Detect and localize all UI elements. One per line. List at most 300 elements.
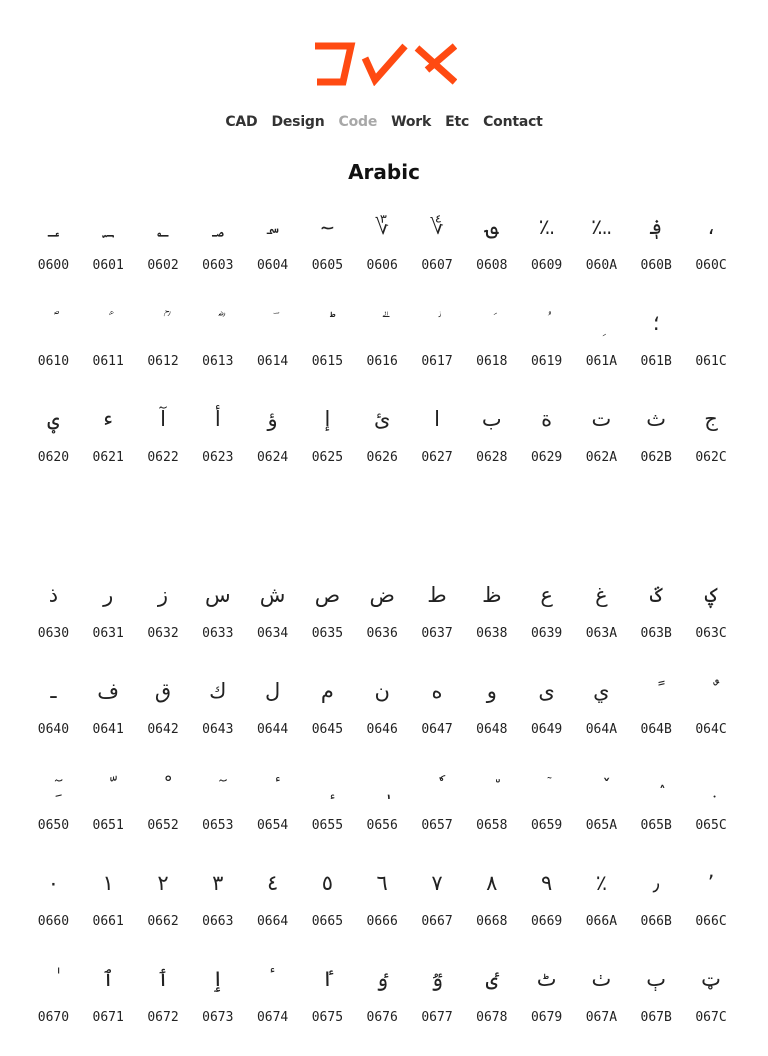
glyph-codepoint: 0628 (476, 450, 508, 465)
glyph-char: ؛ (652, 310, 660, 335)
glyph-cell (245, 208, 301, 278)
glyph-char (25, 304, 81, 342)
glyph-codepoint: 0666 (366, 914, 398, 929)
glyph-codepoint: 0631 (92, 626, 124, 641)
glyph-codepoint: 0629 (530, 450, 563, 465)
glyph-char: ك (209, 678, 227, 703)
glyph-char: ع (540, 582, 553, 607)
glyph-codepoint: 0639 (530, 626, 563, 641)
glyph-cell (299, 208, 355, 278)
glyph-cell (409, 864, 465, 934)
glyph-cell (80, 960, 136, 1030)
glyph-codepoint: 0649 (530, 722, 563, 737)
glyph-codepoint: 062A (585, 450, 618, 465)
glyph-char: ؄ (266, 214, 279, 239)
glyph-cell (245, 768, 301, 838)
glyph-cell (573, 960, 629, 1030)
glyph-char: ة (541, 406, 553, 431)
glyph-char: ؊ (591, 214, 612, 239)
glyph-codepoint: 0652 (147, 818, 179, 833)
glyph-char: ذ (48, 582, 59, 607)
glyph-cell (25, 400, 81, 470)
glyph-cell (683, 960, 739, 1030)
glyph-char: ٴ (269, 966, 276, 991)
glyph-char: ٦ (376, 870, 388, 895)
glyph-cell (190, 304, 246, 374)
glyph-cell (190, 960, 246, 1030)
glyph-char: ٷ (430, 966, 444, 991)
glyph-codepoint: 0637 (421, 626, 453, 641)
glyph-cell (25, 304, 81, 374)
glyph-codepoint: 067C (695, 1010, 727, 1025)
glyph-cell (135, 672, 191, 742)
glyph-char: ٢ (157, 870, 169, 895)
logo-icon[interactable] (313, 40, 457, 86)
glyph-cell (354, 864, 410, 934)
glyph-codepoint: 0668 (476, 914, 508, 929)
glyph-char: ٩ (540, 870, 553, 895)
glyph-cell (519, 304, 575, 374)
glyph-cell (464, 304, 520, 374)
glyph-char: ج (704, 406, 718, 431)
glyph-cell (190, 864, 246, 934)
glyph-codepoint: 0640 (37, 722, 70, 737)
glyph-codepoint: 064C (695, 722, 727, 737)
glyph-codepoint: 0618 (476, 354, 508, 369)
glyph-cell (683, 304, 739, 374)
glyph-codepoint: 0654 (256, 818, 289, 833)
glyph-cell (409, 576, 465, 646)
glyph-cell (573, 576, 629, 646)
glyph-codepoint: 0623 (202, 450, 234, 465)
glyph-codepoint: 0607 (421, 258, 453, 273)
glyph-char: ٲ (156, 966, 170, 991)
glyph-codepoint: 065A (585, 818, 618, 833)
glyph-char: ٫ (652, 870, 660, 895)
glyph-char (354, 768, 410, 806)
glyph-codepoint: 0642 (147, 722, 179, 737)
glyph-codepoint: 0641 (92, 722, 124, 737)
glyph-cell (464, 208, 520, 278)
glyph-char (519, 768, 575, 806)
glyph-char (683, 672, 739, 710)
glyph-cell (135, 208, 191, 278)
glyph-codepoint: 0633 (202, 626, 234, 641)
glyph-char: ٬ (707, 870, 715, 895)
glyph-codepoint: 061B (640, 354, 672, 369)
glyph-char: ر (103, 582, 114, 607)
glyph-cell (683, 672, 739, 742)
glyph-codepoint: 0660 (37, 914, 70, 929)
glyph-codepoint: 0644 (256, 722, 289, 737)
glyph-char: ٤ (266, 870, 279, 895)
nav-link-code[interactable]: Code (338, 114, 378, 130)
glyph-codepoint: 062C (695, 450, 727, 465)
glyph-cell (299, 304, 355, 374)
page-title: Arabic (348, 160, 420, 184)
glyph-char: ؠ (47, 406, 60, 431)
glyph-char: ؇ (430, 214, 444, 239)
glyph-codepoint: 064A (585, 722, 618, 737)
glyph-cell (80, 576, 136, 646)
glyph-cell (354, 672, 410, 742)
glyph-char: ؉ (538, 214, 555, 239)
glyph-cell (573, 672, 629, 742)
glyph-codepoint: 0606 (366, 258, 398, 273)
glyph-cell (299, 864, 355, 934)
glyph-cell (25, 864, 81, 934)
glyph-cell (135, 304, 191, 374)
glyph-char: و (486, 678, 497, 703)
glyph-char (683, 768, 739, 806)
glyph-codepoint: 0662 (147, 914, 179, 929)
glyph-cell (135, 576, 191, 646)
glyph-cell (519, 208, 575, 278)
glyph-row (26, 400, 739, 576)
glyph-codepoint: 065C (695, 818, 727, 833)
glyph-codepoint: 0659 (530, 818, 563, 833)
glyph-char (519, 304, 575, 342)
glyph-char (464, 304, 520, 342)
glyph-cell (354, 576, 410, 646)
glyph-cell (464, 960, 520, 1030)
glyph-char (628, 672, 684, 710)
glyph-char: ؁ (102, 214, 115, 239)
glyph-cell (25, 768, 81, 838)
glyph-char (464, 768, 520, 806)
glyph-codepoint: 0603 (202, 258, 234, 273)
glyph-cell (245, 672, 301, 742)
glyph-codepoint: 0617 (421, 354, 453, 369)
glyph-char: ؅ (321, 214, 334, 239)
glyph-cell (80, 768, 136, 838)
glyph-codepoint: 0673 (202, 1010, 234, 1025)
glyph-char: م (320, 678, 334, 703)
glyph-cell (80, 208, 136, 278)
glyph-cell (190, 672, 246, 742)
glyph-char: إ (324, 406, 331, 431)
glyph-cell (245, 864, 301, 934)
glyph-char: غ (595, 582, 608, 607)
glyph-char: ٻ (646, 966, 667, 991)
glyph-char: ن (374, 678, 390, 703)
glyph-cell (354, 400, 410, 470)
glyph-codepoint: 0664 (256, 914, 289, 929)
glyph-codepoint: 0653 (202, 818, 234, 833)
glyph-cell (190, 576, 246, 646)
glyph-char: ٱ (102, 966, 115, 991)
glyph-row (26, 576, 739, 672)
glyph-char: ٳ (211, 966, 224, 991)
glyph-char: ض (369, 582, 395, 607)
main-nav (0, 114, 768, 130)
glyph-char: ؀ (47, 214, 60, 239)
glyph-codepoint: 064B (640, 722, 672, 737)
glyph-codepoint: 0638 (476, 626, 508, 641)
glyph-char: ٪ (595, 870, 608, 895)
glyph-char (135, 304, 191, 342)
glyph-codepoint: 0625 (311, 450, 344, 465)
glyph-codepoint: 0635 (311, 626, 344, 641)
glyph-codepoint: 0679 (530, 1010, 563, 1025)
glyph-char (25, 768, 81, 806)
glyph-codepoint: 0602 (147, 258, 179, 273)
glyph-cell (464, 864, 520, 934)
glyph-cell (80, 672, 136, 742)
glyph-cell (354, 304, 410, 374)
glyph-row (26, 304, 739, 400)
glyph-cell (573, 304, 629, 374)
glyph-char: ق (154, 678, 172, 703)
glyph-cell (245, 576, 301, 646)
glyph-codepoint: 0627 (421, 450, 453, 465)
glyph-char: ١ (102, 870, 114, 895)
glyph-char: ؈ (485, 214, 498, 239)
glyph-char: ء (103, 406, 114, 431)
glyph-cell (573, 208, 629, 278)
glyph-cell (409, 672, 465, 742)
glyph-codepoint: 0643 (202, 722, 234, 737)
glyph-codepoint: 063C (695, 626, 727, 641)
glyph-codepoint: 0672 (147, 1010, 179, 1025)
glyph-char: ؤ (267, 406, 278, 431)
glyph-char (80, 768, 136, 806)
glyph-char: ش (259, 582, 286, 607)
glyph-char (573, 768, 629, 806)
glyph-codepoint: 060A (585, 258, 618, 273)
glyph-cell (519, 400, 575, 470)
glyph-row (26, 768, 739, 864)
glyph-char (409, 768, 465, 806)
glyph-char (299, 304, 355, 342)
glyph-cell (628, 208, 684, 278)
nav-link-contact[interactable]: Contact (483, 114, 543, 130)
glyph-cell (25, 960, 81, 1030)
glyph-char: ط (427, 582, 447, 607)
glyph-codepoint: 0636 (366, 626, 398, 641)
glyph-char: ت (591, 406, 612, 431)
glyph-cell (573, 864, 629, 934)
glyph-char (25, 960, 81, 998)
glyph-codepoint: 0632 (147, 626, 179, 641)
glyph-codepoint: 0663 (202, 914, 234, 929)
glyph-char: ٹ (536, 966, 557, 991)
glyph-char: أ (214, 406, 221, 431)
glyph-cell (519, 768, 575, 838)
glyph-codepoint: 0630 (37, 626, 70, 641)
glyph-codepoint: 0674 (256, 1010, 289, 1025)
glyph-char: ظ (482, 582, 502, 607)
glyph-char (354, 304, 410, 342)
glyph-char: ، (707, 214, 715, 239)
glyph-cell (683, 400, 739, 470)
glyph-char: ز (157, 582, 169, 607)
glyph-cell (628, 672, 684, 742)
glyph-row (26, 864, 739, 960)
glyph-char: ٶ (376, 966, 389, 991)
glyph-grid (26, 208, 739, 1056)
glyph-cell (25, 576, 81, 646)
glyph-codepoint: 0675 (311, 1010, 344, 1025)
glyph-cell (245, 960, 301, 1030)
glyph-cell (354, 208, 410, 278)
nav-link-cad[interactable]: CAD (225, 114, 258, 130)
glyph-char: ا (434, 406, 440, 431)
glyph-codepoint: 063A (585, 626, 618, 641)
glyph-codepoint: 066A (585, 914, 618, 929)
glyph-cell (464, 400, 520, 470)
glyph-codepoint: 0621 (92, 450, 124, 465)
glyph-codepoint: 0612 (147, 354, 179, 369)
glyph-codepoint: 0676 (366, 1010, 398, 1025)
glyph-codepoint: 0645 (311, 722, 344, 737)
glyph-codepoint: 0601 (92, 258, 124, 273)
glyph-codepoint: 0600 (37, 258, 70, 273)
glyph-char: ؋ (650, 214, 663, 239)
glyph-cell (409, 400, 465, 470)
glyph-cell (464, 576, 520, 646)
glyph-codepoint: 0610 (37, 354, 70, 369)
glyph-codepoint: 061C (695, 354, 727, 369)
glyph-cell (135, 960, 191, 1030)
glyph-codepoint: 0650 (37, 818, 70, 833)
glyph-codepoint: 0614 (256, 354, 289, 369)
glyph-char (135, 768, 191, 806)
glyph-cell (245, 304, 301, 374)
glyph-codepoint: 066B (640, 914, 672, 929)
glyph-cell (628, 400, 684, 470)
glyph-row (26, 208, 739, 304)
glyph-codepoint: 0665 (311, 914, 344, 929)
glyph-char: ل (264, 678, 281, 703)
glyph-char: ٸ (485, 966, 498, 991)
glyph-codepoint: 063B (640, 626, 672, 641)
glyph-cell (299, 576, 355, 646)
glyph-char (683, 304, 739, 342)
glyph-char (245, 304, 301, 342)
glyph-char: ه (431, 678, 443, 703)
glyph-codepoint: 0604 (256, 258, 289, 273)
glyph-row (26, 960, 739, 1056)
glyph-codepoint: 0622 (147, 450, 179, 465)
glyph-cell (519, 576, 575, 646)
glyph-char (628, 768, 684, 806)
glyph-char: آ (160, 406, 166, 431)
glyph-codepoint: 0626 (366, 450, 398, 465)
glyph-char: ٥ (321, 870, 334, 895)
glyph-codepoint: 061A (585, 354, 618, 369)
nav-link-work[interactable]: Work (391, 114, 432, 130)
glyph-codepoint: 0651 (92, 818, 124, 833)
glyph-cell (628, 304, 684, 374)
glyph-cell (683, 208, 739, 278)
glyph-cell (683, 768, 739, 838)
glyph-row (26, 672, 739, 768)
glyph-char: ف (97, 678, 120, 703)
glyph-char: ب (481, 406, 502, 431)
glyph-char (573, 304, 629, 342)
glyph-char: ؂ (156, 214, 170, 239)
glyph-cell (354, 960, 410, 1030)
glyph-cell (135, 864, 191, 934)
glyph-char: س (204, 582, 231, 607)
glyph-cell (80, 864, 136, 934)
glyph-cell (519, 864, 575, 934)
glyph-cell (464, 672, 520, 742)
glyph-codepoint: 0620 (37, 450, 70, 465)
glyph-char (299, 768, 355, 806)
glyph-cell (628, 768, 684, 838)
nav-link-etc[interactable]: Etc (445, 114, 470, 130)
glyph-codepoint: 060C (695, 258, 727, 273)
glyph-codepoint: 0616 (366, 354, 398, 369)
glyph-cell (683, 864, 739, 934)
glyph-codepoint: 067B (640, 1010, 672, 1025)
glyph-cell (299, 960, 355, 1030)
glyph-codepoint: 0678 (476, 1010, 508, 1025)
glyph-cell (299, 768, 355, 838)
glyph-char (245, 768, 301, 806)
glyph-char: ٵ (321, 966, 334, 991)
glyph-char: ي (593, 678, 610, 703)
nav-link-design[interactable]: Design (271, 114, 325, 130)
glyph-char: ث (646, 406, 667, 431)
glyph-codepoint: 0669 (530, 914, 563, 929)
glyph-char: ـ (50, 678, 57, 703)
glyph-codepoint: 0609 (530, 258, 563, 273)
glyph-cell (519, 960, 575, 1030)
glyph-codepoint: 067A (585, 1010, 618, 1025)
glyph-codepoint: 0655 (311, 818, 344, 833)
glyph-codepoint: 0667 (421, 914, 453, 929)
glyph-codepoint: 0634 (256, 626, 289, 641)
glyph-cell (519, 672, 575, 742)
glyph-cell (628, 960, 684, 1030)
glyph-codepoint: 0646 (366, 722, 398, 737)
glyph-cell (464, 768, 520, 838)
glyph-codepoint: 0613 (202, 354, 234, 369)
glyph-char: ؆ (375, 214, 389, 239)
glyph-cell (354, 768, 410, 838)
glyph-cell (573, 768, 629, 838)
glyph-codepoint: 062B (640, 450, 672, 465)
glyph-codepoint: 0656 (366, 818, 398, 833)
glyph-codepoint: 0615 (311, 354, 344, 369)
glyph-char: ٠ (47, 870, 60, 895)
glyph-cell (25, 672, 81, 742)
glyph-codepoint: 0624 (256, 450, 289, 465)
glyph-codepoint: 065B (640, 818, 672, 833)
glyph-codepoint: 0661 (92, 914, 124, 929)
glyph-char: ؼ (704, 582, 718, 607)
glyph-cell (80, 304, 136, 374)
glyph-cell (299, 400, 355, 470)
glyph-codepoint: 060B (640, 258, 672, 273)
glyph-cell (25, 208, 81, 278)
glyph-cell (299, 672, 355, 742)
glyph-cell (628, 576, 684, 646)
glyph-char: ټ (701, 966, 721, 991)
glyph-cell (80, 400, 136, 470)
glyph-cell (573, 400, 629, 470)
glyph-cell (245, 400, 301, 470)
glyph-char: ٺ (591, 966, 612, 991)
glyph-char: ؃ (211, 214, 224, 239)
glyph-codepoint: 0605 (311, 258, 344, 273)
glyph-cell (683, 576, 739, 646)
glyph-cell (409, 768, 465, 838)
glyph-char: ٣ (212, 870, 224, 895)
